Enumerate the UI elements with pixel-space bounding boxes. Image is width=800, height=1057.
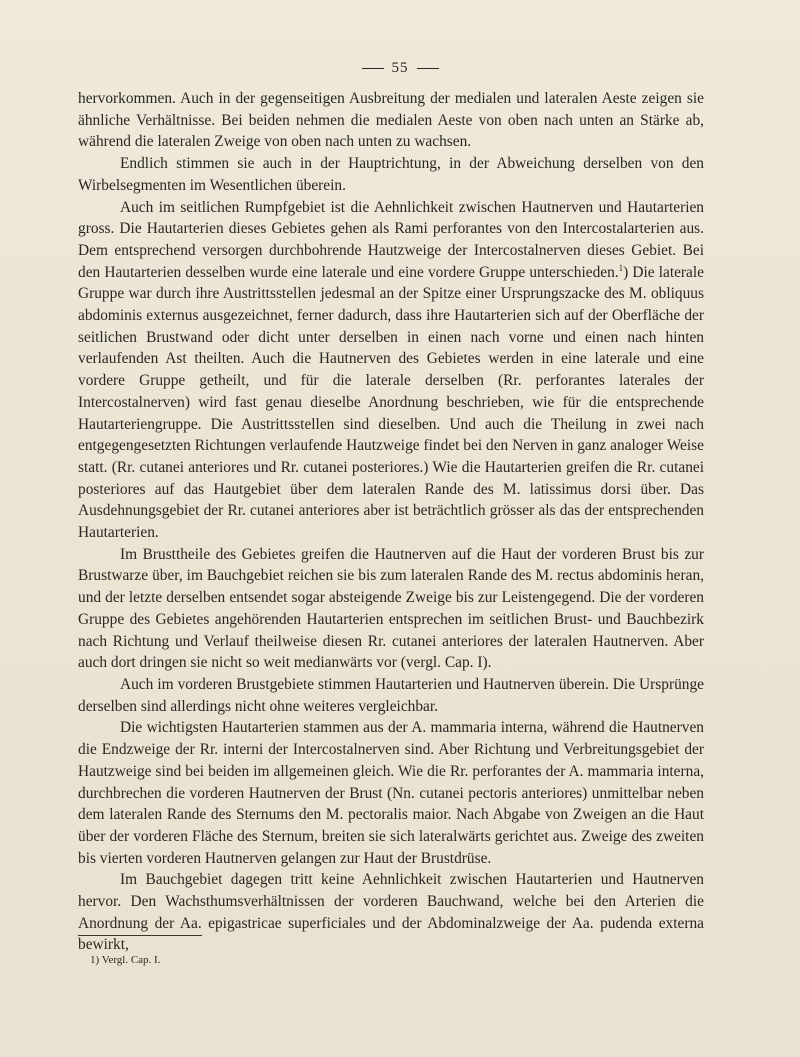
paragraph-3 xyxy=(78,197,704,544)
page-number-header xyxy=(0,60,800,77)
footnote-divider xyxy=(78,935,202,936)
paragraph-5: Auch im vorderen Brustgebiete stimmen Hautarterien und Hautnerven überein. Die Ursprünge derselben sind allerdings nicht ohne weiteres vergleichbar. xyxy=(78,675,704,715)
paragraph-3-part-1: Auch im seitlichen Rumpfgebiet ist die Aehnlichkeit zwischen Hautnerven und Hautarterien gross. Die Hautarterien dieses Gebietes gehen als Rami perforantes von den Intercostalarterien aus. Dem entsprechend versorgen durchbohrende Hautzweige der Intercostalnerven dieses Gebiet. Bei den Hautarterien desselben wurde eine laterale und eine vordere Gruppe unterschieden. xyxy=(78,198,704,281)
footnote: 1) Vergl. Cap. I. xyxy=(90,954,161,966)
paragraph-6: Die wichtigsten Hautarterien stammen aus der A. mammaria interna, während die Hautnerven die Endzweige der Rr. interni der Intercostalnerven sind. Aber Richtung und Verbreitungsgebiet der Hautzweige sind bei beiden im allgemeinen gleich. Wie die Rr. perforantes der A. mammaria interna, durchbrechen die vorderen Hautnerven der Brust (Nn. cutanei pectoris anteriores) unmittelbar neben dem lateralen Rande des Sternums den M. pectoralis maior. Nach Abgabe von Zweigen an die Haut über der vorderen Fläche des Sternum, breiten sie sich lateralwärts gerichtet aus. Zweige des zweiten bis vierten vorderen Hautnerven gelangen zur Haut der Brustdrüse. xyxy=(78,719,704,867)
footnote-marker: 1 xyxy=(618,262,624,273)
paragraph-2: Endlich stimmen sie auch in der Hauptrichtung, in der Abweichung derselben von den Wirbelsegmenten im Wesentlichen überein. xyxy=(78,155,704,194)
body-text xyxy=(78,88,704,956)
left-dash xyxy=(362,68,384,69)
right-dash xyxy=(417,68,439,69)
paragraph-1: hervorkommen. Auch in der gegenseitigen Ausbreitung der medialen und lateralen Aeste zeigen sie ähnliche Verhältnisse. Bei beiden nehmen die medialen Aeste von oben nach unten an Stärke ab, während die lateralen Zweige von oben nach unten zu wachsen. xyxy=(78,90,704,151)
paragraph-4: Im Brusttheile des Gebietes greifen die Hautnerven auf die Haut der vorderen Brust bis zur Brustwarze über, im Bauchgebiet reichen sie bis zum lateralen Rande des M. rectus abdominis heran, und der letzte derselben entsendet sogar absteigende Zweige bis zur Leistengegend. Die der vorderen Gruppe des Gebietes angehörenden Hautarterien entsprechen im seitlichen Brust- und Bauchbezirk nach Richtung und Verlauf theilweise diesen Rr. cutanei anteriores der lateralen Hautnerven. Aber auch dort dringen sie nicht so weit medianwärts vor (vergl. Cap. I). xyxy=(78,545,704,672)
paragraph-7: Im Bauchgebiet dagegen tritt keine Aehnlichkeit zwischen Hautarterien und Hautnerven hervor. Den Wachsthumsverhältnissen der vorderen Bauchwand, welche bei den Arterien die Anordnung der Aa. epigastricae superficiales und der Abdominalzweige der Aa. pudenda externa bewirkt, xyxy=(78,871,704,954)
paragraph-3-part-2: ) Die laterale Gruppe war durch ihre Austrittsstellen jedesmal an der Spitze einer Ursprungszacke des M. obliquus abdominis externus ausgezeichnet, ferner dadurch, dass ihre Hautarterien sich auf der Oberfläche der seitlichen Brustwand oder dicht unter derselben in einen nach vorne und einen nach hinten verlaufenden Ast theilten. Auch die Hautnerven des Gebietes werden in eine laterale und eine vordere Gruppe getheilt, und für die laterale derselben (Rr. perforantes laterales der Intercostalnerven) wird fast genau dieselbe Anordnung beschrieben, wie für die entsprechende Hautarteriengruppe. Die Austrittsstellen sind dieselben. Und auch die Theilung in zwei nach entgegengesetzten Richtungen verlaufende Hautzweige findet bei den Nerven in ganz analoger Weise statt. (Rr. cutanei anteriores und Rr. cutanei posteriores.) Wie die Hautarterien greifen die Rr. cutanei posteriores auf das Hautgebiet über dem lateralen Rande des M. latissimus dorsi über. Das Ausdehnungsgebiet der Rr. cutanei anteriores aber ist beträchtlich grösser als das der entsprechenden Hautarterien. xyxy=(78,263,704,542)
page-number: 55 xyxy=(391,60,409,76)
